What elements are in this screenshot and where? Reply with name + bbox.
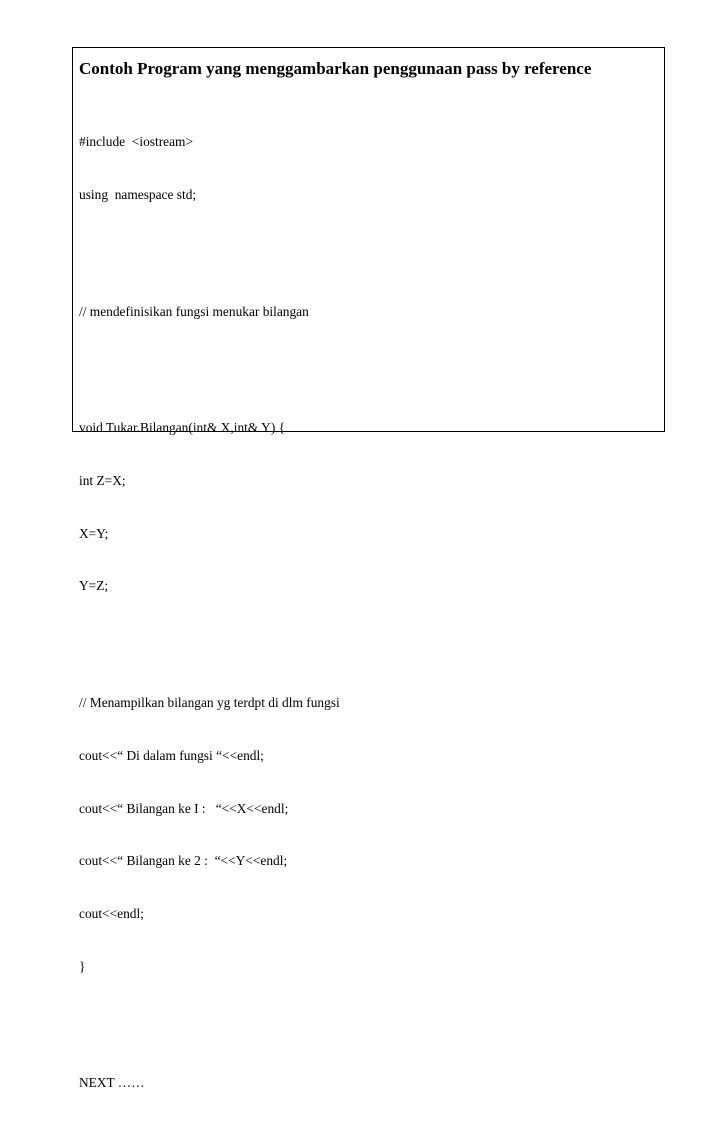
- block-gap: [79, 239, 340, 250]
- block-gap: [79, 1011, 340, 1022]
- code-line-y-assign: Y=Z;: [79, 578, 109, 594]
- code-comment-display: // Menampilkan bilangan yg terdpt di dlm fungsi: [79, 695, 340, 710]
- code-line-cout-x: cout<<“ Bilangan ke I : “<<X<<endl;: [79, 800, 289, 816]
- code-line-cout-heading: cout<<“ Di dalam fungsi “<<endl;: [79, 747, 264, 763]
- code-line-include: #include <iostream>: [79, 134, 194, 150]
- code-comment-define: // mendefinisikan fungsi menukar bilangan: [79, 303, 309, 319]
- content-box: [72, 47, 665, 1091]
- next-label: NEXT ……: [79, 1075, 145, 1091]
- code-line-function-signature: void Tukar.Bilangan(int& X,int& Y) {: [79, 420, 286, 436]
- code-line-cout-y: cout<<“ Bilangan ke 2 : “<<Y<<endl;: [79, 853, 288, 869]
- code-line-x-assign: X=Y;: [79, 525, 109, 541]
- code-line-namespace: using namespace std;: [79, 186, 197, 202]
- slide-title: Contoh Program yang menggambarkan penggunaan pass by reference: [79, 59, 592, 78]
- code-line-cout-endl: cout<<endl;: [79, 906, 144, 922]
- block-gap: [79, 355, 340, 366]
- code-line-close-brace: }: [79, 958, 86, 974]
- code-line-int-z: int Z=X;: [79, 472, 126, 488]
- block-gap: [79, 630, 340, 641]
- code-listing: [79, 98, 340, 1127]
